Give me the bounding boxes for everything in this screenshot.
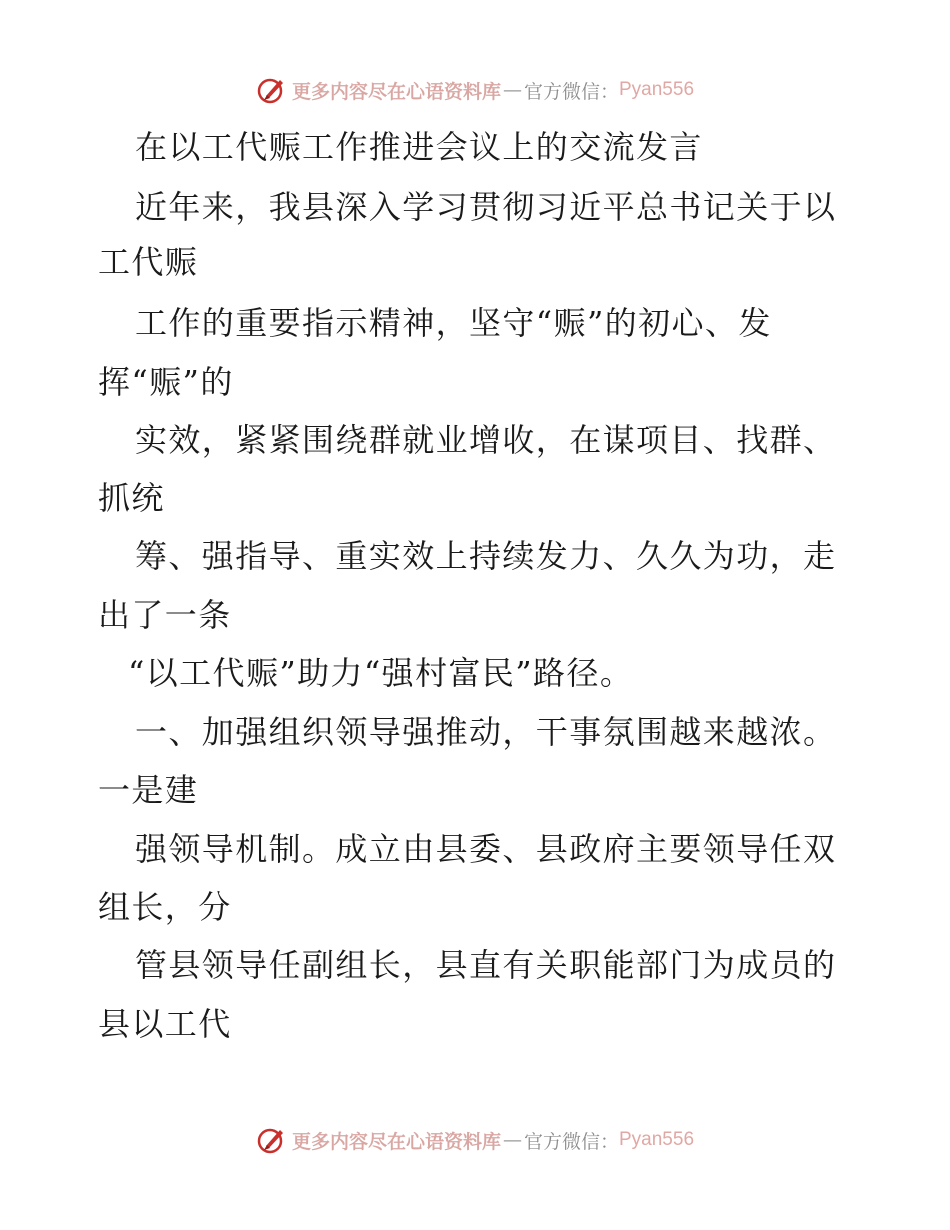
document-title: 在以工代赈工作推进会议上的交流发言 <box>135 128 703 166</box>
section-heading-line: 一、加强组织领导强推动，干事氛围越来越浓。 <box>135 713 837 751</box>
watermark-separator: — <box>502 79 522 101</box>
watermark-id: Pyan556 <box>619 79 695 100</box>
quill-pen-logo-icon <box>256 74 288 106</box>
watermark-id: Pyan556 <box>619 1129 695 1150</box>
paragraph-line: 工作的重要指示精神，坚守“赈”的初心、发 <box>135 304 772 342</box>
paragraph-line: 工代赈 <box>98 243 199 281</box>
paragraph-line: “以工代赈”助力“强村富民”路径。 <box>128 654 634 692</box>
paragraph-line: 实效，紧紧围绕群就业增收，在谋项目、找群、 <box>135 421 837 459</box>
watermark-text: 更多内容尽在心语资料库 <box>291 80 501 103</box>
paragraph-line: 挥“赈”的 <box>98 363 234 401</box>
quill-pen-logo-icon <box>256 1124 288 1156</box>
footer-watermark <box>0 1120 950 1160</box>
watermark-text: 更多内容尽在心语资料库 <box>291 1130 501 1153</box>
paragraph-line: 管县领导任副组长，县直有关职能部门为成员的 <box>135 946 837 984</box>
watermark-separator: — <box>502 1129 522 1151</box>
paragraph-line: 近年来，我县深入学习贯彻习近平总书记关于以 <box>135 188 837 226</box>
watermark-label: 官方微信： <box>523 80 619 103</box>
paragraph-line: 抓统 <box>98 479 165 517</box>
paragraph-line: 一是建 <box>98 771 199 809</box>
watermark-label: 官方微信： <box>523 1130 619 1153</box>
header-watermark <box>0 70 950 110</box>
paragraph-line: 组长，分 <box>98 888 232 926</box>
paragraph-line: 强领导机制。成立由县委、县政府主要领导任双 <box>135 830 837 868</box>
paragraph-line: 出了一条 <box>98 596 232 634</box>
paragraph-line: 筹、强指导、重实效上持续发力、久久为功，走 <box>135 537 837 575</box>
paragraph-line: 县以工代 <box>98 1005 232 1043</box>
